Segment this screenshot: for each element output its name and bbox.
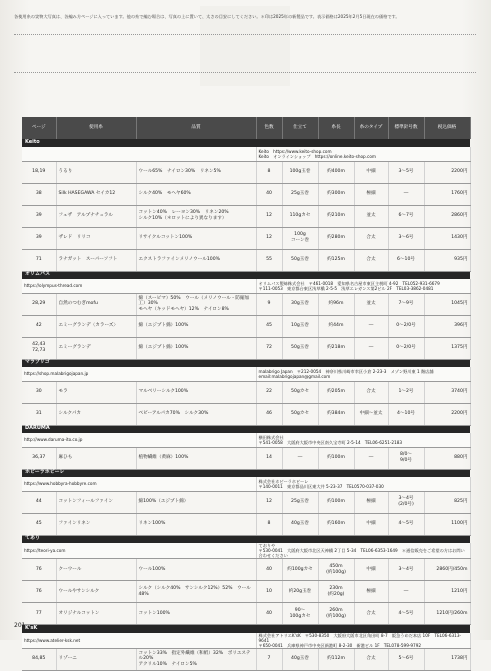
column-header: 使用糸 — [56, 117, 136, 139]
cell-type: 中細 — [354, 161, 388, 183]
cell-type: ― — [354, 337, 388, 359]
cell-price: 1430円 — [424, 227, 470, 249]
cell-type: 合太 — [354, 249, 388, 271]
cell-length: 約400m — [318, 161, 354, 183]
table-row — [22, 403, 470, 425]
cell-put: 10g玉巻 — [282, 315, 318, 337]
cell-colors: 9 — [256, 293, 282, 315]
cell-quality: リサイクルコットン100% — [136, 227, 256, 249]
cell-yarn: シルクパカ — [56, 403, 136, 425]
table-row — [22, 337, 470, 359]
cell-yarn: ラナガット スーパーソフト — [56, 249, 136, 271]
cell-put: 50gカセ — [282, 403, 318, 425]
cell-type: 合太 — [354, 603, 388, 625]
cell-needle: 1〜2号 — [388, 381, 424, 403]
cell-price: 1738円 — [424, 648, 470, 670]
cell-page: 77 — [22, 603, 56, 625]
cell-put: 約20g玉巻 — [282, 581, 318, 603]
brand-header-row — [22, 535, 470, 543]
brand-contact: オリムパス製絲株式会社 〒461-0018 愛知県名古屋市東区主税町 4-92 TEL052-931-6679 〒111-0053 東京都台東区浅草橋 2-5-5 浅草エレガンス第2ビル 2F TEL03-3862-0481 — [256, 279, 470, 293]
brand-name: K'sK — [25, 624, 38, 631]
cell-page: 45 — [22, 513, 56, 535]
cell-page: 39 — [22, 227, 56, 249]
cell-quality: 植物繊維（黄麻）100% — [136, 447, 256, 469]
brand-name: オリムパス — [25, 271, 51, 278]
cell-length: 約44m — [318, 315, 354, 337]
brand-info-row — [22, 477, 470, 491]
cell-page: 30 — [22, 381, 56, 403]
cell-price: 1375円 — [424, 337, 470, 359]
cell-price: 3740円 — [424, 381, 470, 403]
cell-colors: 7 — [256, 648, 282, 670]
table-header-row — [22, 117, 470, 139]
page-number: 201 — [14, 622, 26, 629]
cell-page: 28,29 — [22, 293, 56, 315]
cell-length: 約300m — [318, 183, 354, 205]
table-row — [22, 183, 470, 205]
cell-quality: シルク（シルク40% サンシルク12%）52% ウール48% — [136, 581, 256, 603]
brand-contact: ておりや 〒530-0041 大阪府大阪市北区天神橋 2丁目 5-34 TEL06-6353-1649 ＊通信販売をご希望の方はお問い合わせください — [256, 543, 470, 559]
table-row — [22, 559, 470, 581]
brand-url[interactable]: https://olympus-thread.com — [22, 279, 256, 293]
yarn-table — [22, 117, 471, 671]
cell-quality: シルク40% モヘヤ60% — [136, 183, 256, 205]
cell-colors: 10 — [256, 581, 282, 603]
cell-page: 18,19 — [22, 161, 56, 183]
cell-length: 約160m — [318, 513, 354, 535]
table-row — [22, 249, 470, 271]
notice-text: 各使用糸の実物大写真は、各編み方ページに入っています。他の糸で編む場合は、写真の上に置いて、太さの目安にしてください。＊印は2025年の新製品です。表示価格は2025年2月5日現在の価格です。 — [14, 14, 400, 19]
cell-price: 935円 — [424, 249, 470, 271]
brand-header-row — [22, 625, 470, 633]
cell-length: 約218m — [318, 337, 354, 359]
cell-page: 31 — [22, 403, 56, 425]
cell-type: 極細 — [354, 581, 388, 603]
cell-needle: 4〜10号 — [388, 403, 424, 425]
cell-yarn: クーウール — [56, 559, 136, 581]
cell-quality: リネン100% — [136, 513, 256, 535]
cell-price: 2200円 — [424, 403, 470, 425]
brand-info-row — [22, 367, 470, 381]
cell-needle: 3〜4号 — [388, 559, 424, 581]
cell-page: 76 — [22, 559, 56, 581]
divider-line — [14, 72, 476, 76]
brand-url[interactable]: https://shop.malabrigojapan.jp — [22, 367, 256, 381]
cell-price: 396円 — [424, 315, 470, 337]
cell-needle: 3〜4号 (2/0号) — [388, 491, 424, 513]
cell-length: 約96m — [318, 293, 354, 315]
cell-needle: 4〜5号 — [388, 513, 424, 535]
cell-put: 100g玉巻 — [282, 161, 318, 183]
brand-url[interactable]: http://www.daruma-ito.co.jp — [22, 433, 256, 447]
cell-type: ― — [354, 447, 388, 469]
cell-needle: 6〜7号 — [388, 205, 424, 227]
cell-type: 極細 — [354, 183, 388, 205]
cell-colors: 22 — [256, 381, 282, 403]
cell-put: 50g玉巻 — [282, 337, 318, 359]
cell-needle: ― — [388, 581, 424, 603]
table-row — [22, 315, 470, 337]
cell-type: 中細 — [354, 513, 388, 535]
cell-needle: 0〜2/0号 — [388, 337, 424, 359]
cell-length: 約112m — [318, 648, 354, 670]
table-row — [22, 205, 470, 227]
cell-colors: 72 — [256, 337, 282, 359]
cell-page: 38 — [22, 183, 56, 205]
cell-length: 約280m — [318, 227, 354, 249]
cell-yarn: エミーグランデ — [56, 337, 136, 359]
cell-price: 1210円/260m — [424, 603, 470, 625]
cell-yarn: 自然のつむぎmofu — [56, 293, 136, 315]
cell-yarn: オリジナルコットン — [56, 603, 136, 625]
cell-page: 42 — [22, 315, 56, 337]
cell-yarn: Silk HASEGAWA セイカ12 — [56, 183, 136, 205]
cell-type: 合太 — [354, 227, 388, 249]
cell-put: 40g玉巻 — [282, 513, 318, 535]
cell-length: 約100m — [318, 491, 354, 513]
cell-price: 1760円 — [424, 183, 470, 205]
brand-url[interactable]: https://www.hobbyra-hobbyre.com — [22, 477, 256, 491]
table-row — [22, 648, 470, 670]
cell-put: 25g玉巻 — [282, 491, 318, 513]
cell-put: 40g玉巻 — [282, 648, 318, 670]
cell-colors: 45 — [256, 315, 282, 337]
cell-colors: 40 — [256, 559, 282, 581]
cell-yarn: コットンフィールファイン — [56, 491, 136, 513]
cell-price: 880円 — [424, 447, 470, 469]
cell-put: 約100gカセ — [282, 559, 318, 581]
cell-quality: ベビーアルパカ70% シルク30% — [136, 403, 256, 425]
cell-quality: コットン100% — [136, 603, 256, 625]
brand-contact: 横田株式会社 〒541-0058 大阪府大阪市中央区南久宝寺町 2-5-14 TEL06-6251-2183 — [256, 433, 470, 447]
cell-type: 合太 — [354, 381, 388, 403]
brand-header-row — [22, 469, 470, 477]
cell-length: 230m (約20g) — [318, 581, 354, 603]
column-header: 色数 — [256, 117, 282, 139]
cell-quality: コットン40% レーヨン30% リネン20% シルク10%（＊ロットにより異なります） — [136, 205, 256, 227]
cell-page: 76 — [22, 581, 56, 603]
cell-length: 約205m — [318, 381, 354, 403]
column-header: 仕立て — [282, 117, 318, 139]
cell-yarn: エミーグランデ〈カラーズ〉 — [56, 315, 136, 337]
cell-colors: 14 — [256, 447, 282, 469]
cell-yarn: 麻ひも — [56, 447, 136, 469]
cell-colors: 8 — [256, 513, 282, 535]
cell-needle: 6〜10号 — [388, 249, 424, 271]
cell-type: 並太 — [354, 205, 388, 227]
cell-type: 合太 — [354, 648, 388, 670]
brand-header-row — [22, 271, 470, 279]
cell-quality: 綿（エジプト綿）100% — [136, 315, 256, 337]
brand-info-row — [22, 433, 470, 447]
cell-colors: 12 — [256, 227, 282, 249]
cell-length: 約384m — [318, 403, 354, 425]
cell-quality: ウール65% ナイロン30% リネン5% — [136, 161, 256, 183]
brand-name: DARUMA — [25, 425, 50, 432]
cell-put: 90〜 100gカセ — [282, 603, 318, 625]
cell-type: 中細〜並太 — [354, 403, 388, 425]
cell-quality: コットン33% 指定外繊維（和紙）32% ポリエステル20% アクリル10% ナイロン5% — [136, 648, 256, 670]
cell-price: 2860円/450m — [424, 559, 470, 581]
cell-price: 1100円 — [424, 513, 470, 535]
brand-header-row — [22, 139, 470, 147]
cell-length: 約210m — [318, 205, 354, 227]
table-row — [22, 581, 470, 603]
table-row — [22, 447, 470, 469]
table-body — [22, 139, 470, 670]
brand-contact: 株式会社アトリエK'sK 〒530-8350 大阪府大阪市北区角田町 8-7 阪急うめだ本店 10F TEL06-6313-9641 〒650-0041 兵庫県神戸市中央区新港町 8-2-30 新港ビル 1F TEL078-599-9792 — [256, 633, 470, 649]
cell-page: 84,85 — [22, 648, 56, 670]
cell-needle: 0〜2/0号 — [388, 315, 424, 337]
cell-quality: 綿（エジプト綿）100% — [136, 337, 256, 359]
cell-type: 極細 — [354, 491, 388, 513]
brand-url[interactable] — [22, 147, 256, 161]
table-row — [22, 227, 470, 249]
cell-length: 450m (約100g) — [318, 559, 354, 581]
brand-name: Keito — [25, 139, 40, 146]
cell-type: 並太 — [354, 293, 388, 315]
cell-quality: マルベリーシルク100% — [136, 381, 256, 403]
column-header: 糸のタイプ — [354, 117, 388, 139]
cell-yarn: リゾーニ — [56, 648, 136, 670]
cell-page: 36,37 — [22, 447, 56, 469]
cell-needle: ― — [388, 183, 424, 205]
brand-url[interactable]: https://www.atelier-ksk.net — [22, 633, 256, 649]
column-header: 品質 — [136, 117, 256, 139]
cell-yarn: ウールやサンシルク — [56, 581, 136, 603]
brand-name: マラブリゴ — [25, 359, 50, 366]
cell-colors: 40 — [256, 183, 282, 205]
cell-page: 42,43 72,73 — [22, 337, 56, 359]
cell-put: 50g玉巻 — [282, 249, 318, 271]
brand-contact: Keito https://www.keito-shop.com Keito オンラインショップ https://online.keito-shop.com — [256, 147, 470, 161]
cell-put: 50gカセ — [282, 381, 318, 403]
cell-needle: 7〜9号 — [388, 293, 424, 315]
cell-yarn: ファインリネン — [56, 513, 136, 535]
cell-length: 260m (約100g) — [318, 603, 354, 625]
cell-quality: 綿（スーピマ）50% ウール（メリノウール・防縮加工）30% モヘヤ（キッドモヘヤ）12% ナイロン8% — [136, 293, 256, 315]
brand-info-row — [22, 633, 470, 649]
brand-header-row — [22, 425, 470, 433]
cell-yarn: ザレド リリコ — [56, 227, 136, 249]
cell-put: 100g コーン巻 — [282, 227, 318, 249]
cell-needle: 3〜6号 — [388, 227, 424, 249]
column-header: 糸長 — [318, 117, 354, 139]
table-row — [22, 513, 470, 535]
cell-put: ― — [282, 447, 318, 469]
cell-price: 825円 — [424, 491, 470, 513]
cell-type: ― — [354, 315, 388, 337]
cell-put: 110gカセ — [282, 205, 318, 227]
brand-info-row — [22, 279, 470, 293]
cell-yarn: フェザ アルプナチュラル — [56, 205, 136, 227]
cell-price: 1045円 — [424, 293, 470, 315]
cell-colors: 12 — [256, 205, 282, 227]
brand-contact: 株式会社ホビーラホビーレ 〒140-0011 東京都品川区東大井 5-23-37 TEL0570-037-030 — [256, 477, 470, 491]
column-header: 税込価格 — [424, 117, 470, 139]
cell-needle: 5〜6号 — [388, 648, 424, 670]
cell-length: 約100m — [318, 447, 354, 469]
cell-colors: 40 — [256, 603, 282, 625]
divider-line — [14, 34, 476, 38]
cell-page: 39 — [22, 205, 56, 227]
cell-page: 44 — [22, 491, 56, 513]
brand-name: ホビーラホビーレ — [25, 469, 65, 476]
cell-colors: 12 — [256, 491, 282, 513]
cell-price: 2200円 — [424, 161, 470, 183]
table-row — [22, 293, 470, 315]
cell-put: 25g玉巻 — [282, 183, 318, 205]
cell-quality: ウール100% — [136, 559, 256, 581]
table-row — [22, 491, 470, 513]
cell-colors: 8 — [256, 161, 282, 183]
cell-price: 1210円 — [424, 581, 470, 603]
table-row — [22, 381, 470, 403]
cell-quality: エクストラファインメリノウール100% — [136, 249, 256, 271]
cell-length: 約125m — [318, 249, 354, 271]
brand-contact: malabrigo Japan 〒212-0054 神奈川県川崎市幸区小倉 2-23-3 メゾン野川東 1 階店舗 email:malabrigojapan@gmail.com — [256, 367, 470, 381]
cell-colors: 46 — [256, 403, 282, 425]
column-header: 標準針号数 — [388, 117, 424, 139]
cell-needle: 8/0〜 9/0号 — [388, 447, 424, 469]
column-header: ページ — [22, 117, 56, 139]
brand-header-row — [22, 359, 470, 367]
cell-put: 30g玉巻 — [282, 293, 318, 315]
cell-price: 2860円 — [424, 205, 470, 227]
cell-type: 中細 — [354, 559, 388, 581]
cell-yarn: うるり — [56, 161, 136, 183]
table-row — [22, 603, 470, 625]
brand-info-row — [22, 543, 470, 559]
brand-url[interactable]: https://teori-ya.com — [22, 543, 256, 559]
cell-needle: 4〜5号 — [388, 603, 424, 625]
cell-yarn: モラ — [56, 381, 136, 403]
cell-colors: 55 — [256, 249, 282, 271]
cell-needle: 3〜5号 — [388, 161, 424, 183]
table-row — [22, 161, 470, 183]
cell-page: 71 — [22, 249, 56, 271]
brand-info-row — [22, 147, 470, 161]
brand-name: てあり — [25, 535, 41, 542]
cell-quality: 綿100%（エジプト綿） — [136, 491, 256, 513]
